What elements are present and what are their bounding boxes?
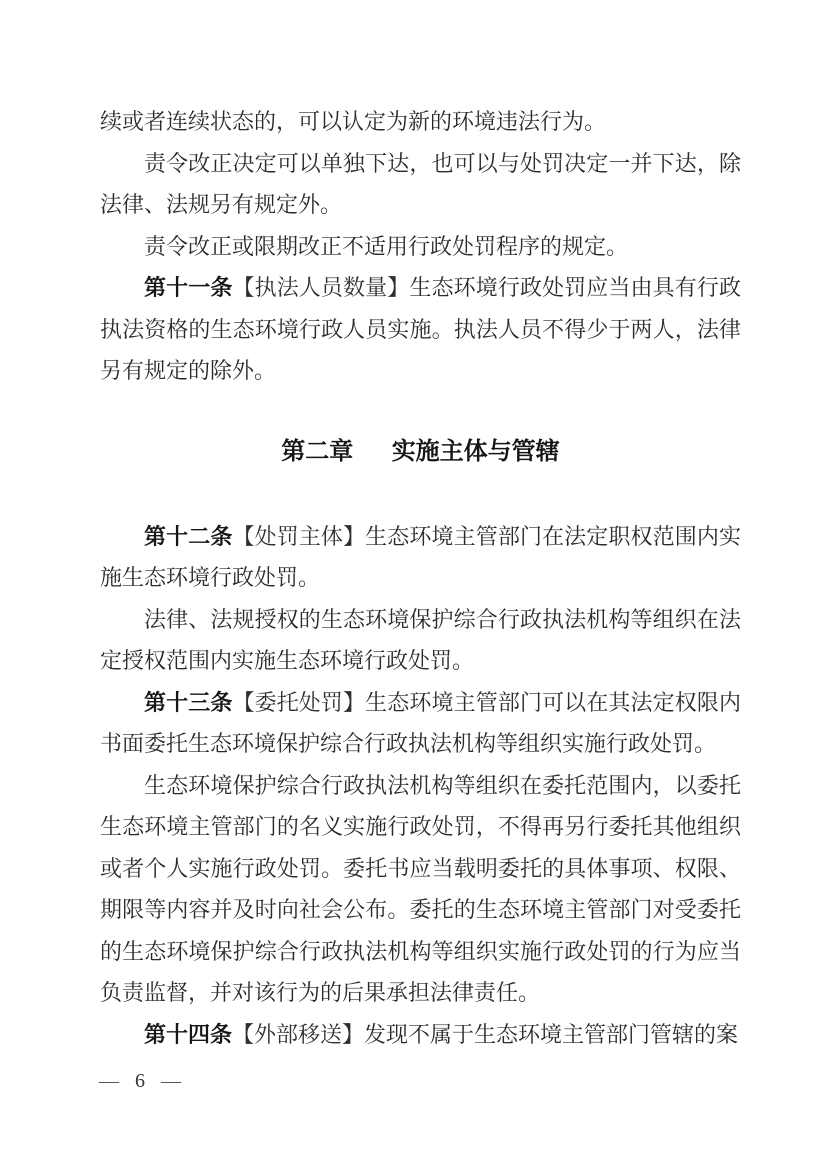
- paragraph-article-13: [100, 682, 741, 765]
- paragraph-continuation: 续或者连续状态的，可以认定为新的环境违法行为。: [100, 109, 607, 134]
- article-12-text: 生态环境主管部门在法定职权范围内实施生态环境行政处罚。: [100, 523, 741, 590]
- article-12-title: 【处罚主体】: [232, 523, 366, 549]
- paragraph-article-11: [100, 267, 741, 392]
- article-13-text: 生态环境主管部门可以在其法定权限内书面委托生态环境保护综合行政执法机构等组织实施行政处罚。: [100, 689, 741, 756]
- article-14-number: 第十四条: [144, 1021, 233, 1047]
- chapter-number: 第二章: [281, 437, 354, 465]
- paragraph-article-12: [100, 516, 741, 599]
- paragraph-authorized-bodies: 法律、法规授权的生态环境保护综合行政执法机构等组织在法定授权范围内实施生态环境行政处罚。: [100, 606, 741, 673]
- article-14-title: 【外部移送】: [232, 1021, 365, 1047]
- paragraph-order-correction-2: 责令改正或限期改正不适用行政处罚程序的规定。: [144, 233, 629, 259]
- article-12-number: 第十二条: [144, 523, 233, 549]
- footer-right-dash: —: [161, 1070, 181, 1092]
- paragraph-order-correction-1: 责令改正决定可以单独下达，也可以与处罚决定一并下达，除法律、法规另有规定外。: [100, 150, 741, 217]
- paragraph-article-14: [100, 1014, 741, 1056]
- article-13-number: 第十三条: [144, 689, 233, 715]
- article-11-text: 生态环境行政处罚应当由具有行政执法资格的生态环境行政人员实施。执法人员不得少于两人，法律另有规定的除外。: [100, 275, 741, 383]
- article-11-number: 第十一条: [144, 275, 233, 300]
- page-number: 6: [135, 1070, 145, 1092]
- document-body: [100, 101, 741, 1055]
- chapter-heading: [100, 431, 741, 473]
- paragraph-entrusted-detail: 生态环境保护综合行政执法机构等组织在委托范围内，以委托生态环境主管部门的名义实施行政处罚，不得再另行委托其他组织或者个人实施行政处罚。委托书应当载明委托的具体事项、权限、期限等内容并及时向社会公布。委托的生态环境主管部门对受委托的生态环境保护综合行政执法机构等组织实施行政处罚的行为应当负责监督，并对该行为的后果承担法律责任。: [100, 772, 741, 1005]
- chapter-title: 实施主体与管辖: [391, 437, 560, 465]
- article-13-title: 【委托处罚】: [232, 689, 366, 715]
- article-14-text: 发现不属于生态环境主管部门管辖的案: [364, 1021, 739, 1047]
- footer-left-dash: —: [99, 1070, 119, 1092]
- article-11-title: 【执法人员数量】: [232, 275, 410, 300]
- page-footer: [99, 1070, 181, 1093]
